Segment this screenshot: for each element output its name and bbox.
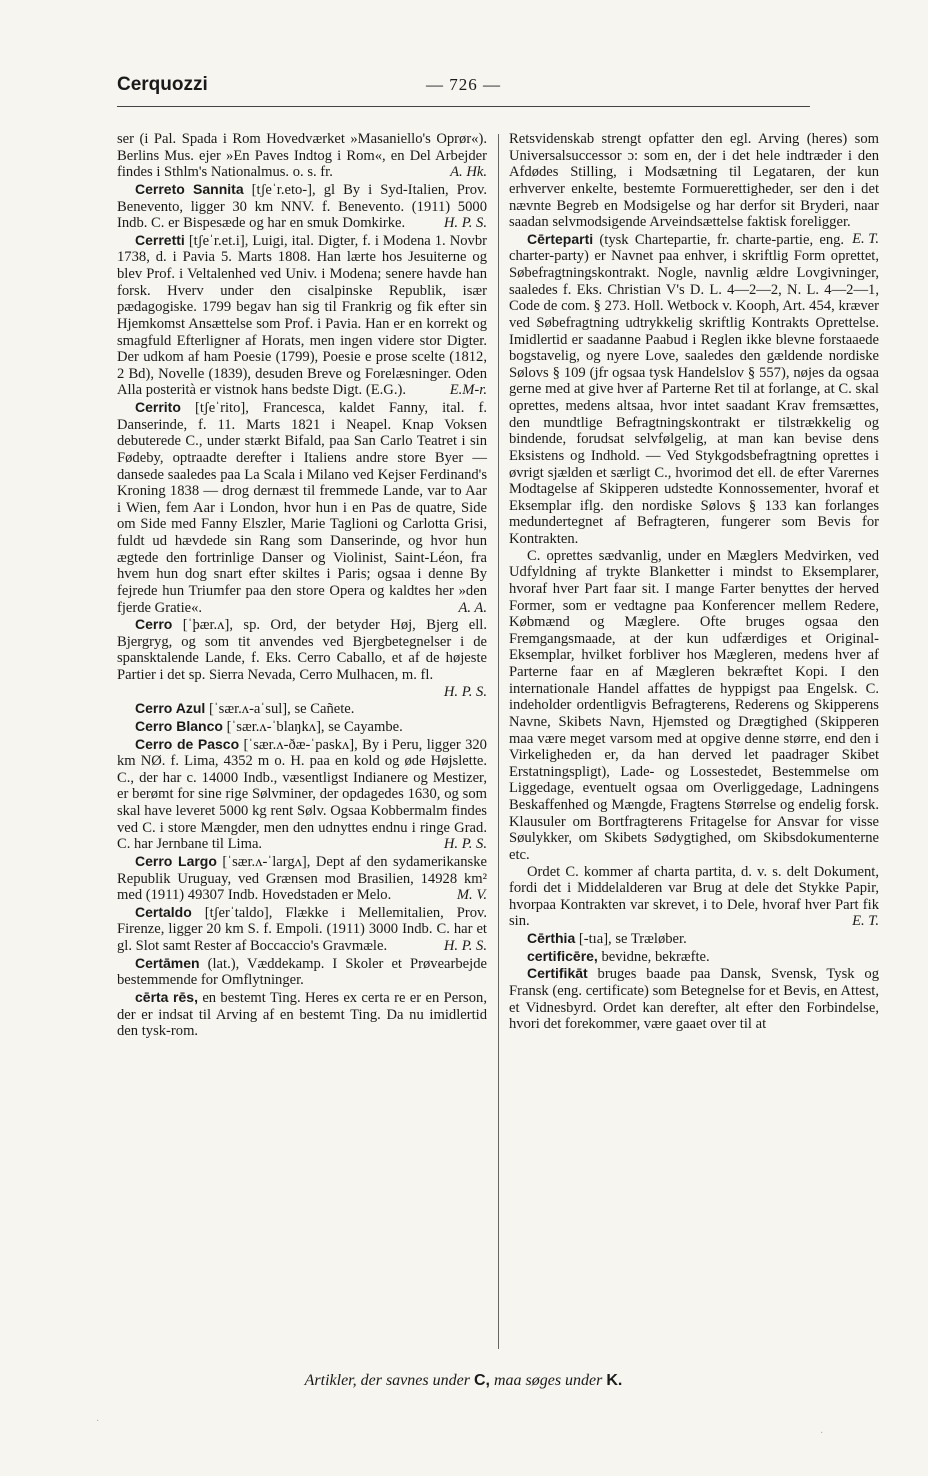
entry-text: Ordet C. kommer af charta partita, d. v. s. delt Dokument, fordi det i Middelalderen var Brug at dele det Stykke Papir, hvorpaa Kontrakten var skrevet, i to Dele, hvoraf hver Part fik sin. — [509, 863, 879, 930]
dictionary-entry — [117, 989, 487, 1040]
entry-text: [tʃeˈr.et.i], Luigi, ital. Digter, f. i Modena 1. Novbr 1738, d. i Pavia 5. Marts 1808. Han lærte hos Jesuiterne og blev Prof. i Veltalenhed ved Univ. i Modena; senere havde han forsk. Hverv under den cisalpinske Republik, især pædagogiske. 1799 begav han sig til Frankrig og fik efter sin Hjemkomst Ansættelse som Prof. i Pavia. Han er en korrekt og smagfuld Efterligner af Horats, men ingen videre stor Digter. Der udkom af ham Poesie (1799), Poesie e prose scelte (1812, 2 Bd), Novelle (1839), desuden Breve og Forelæsninger. Oden Alla posterità er vistnok hans bedste Digt. (E.G.). — [117, 232, 487, 399]
page-header — [117, 74, 810, 102]
column-divider — [498, 134, 499, 1349]
entry-text: [tʃeˈr.eto-], gl By i Syd-Italien, Prov. Benevento, ligger 30 km NNV. f. Benevento. (1911) 5000 Indb. C. er Bispesæde og har en smuk Domkirke. — [117, 181, 487, 232]
dictionary-entry — [509, 930, 879, 948]
entry-headword: certificēre, — [527, 947, 598, 964]
entry-text: bruges baade paa Dansk, Svensk, Tysk og Fransk (eng. certificate) som Betegnelse for et Bevis, en Attest, et Vidnesbyrd. Ordet kan derefter, alt efter den Forbindelse, hvori det forekommer, være gaaet over til at — [509, 966, 879, 1033]
page-footer — [117, 1372, 810, 1390]
entry-headword: Cērteparti — [527, 230, 594, 247]
entry-headword: Certāmen — [135, 954, 200, 971]
entry-headword: Certifikāt — [527, 965, 588, 982]
footer-text-middle: maa søges under — [493, 1372, 603, 1389]
footer-letter-c: C, — [473, 1372, 490, 1389]
entry-text: [ˈsær.ʌ-ˈlargʌ], Dept af den sydamerikanske Republik Uruguay, ved Grænsen mod Brasilien, 14928 km² med (1911) 49307 Indb. Hovedstaden er Melo. — [117, 853, 487, 904]
entry-text: ser (i Pal. Spada i Rom Hovedværket »Masaniello's Oprør«). Berlins Mus. ejer »En Paves Indtog i Rom«, en Del Arbejder findes i Sthlm's Nationalmus. o. s. fr. — [117, 131, 487, 181]
entry-text: Retsvidenskab strengt opfatter den egl. Arving (heres) som Universalsuccessor ɔ: som en, der i det hele indtræder i den Afdødes Stilling, i Modsætning til Legataren, der kun erhverver enkelte, bestemte Formuerettigheder, ser den i det nævnte Begreb en Modsigelse og har derfor sit Bryderi, naar saadan selvmodsigende Arveindsættelse faktisk foreligger. — [509, 131, 879, 231]
dictionary-entry — [509, 965, 879, 1033]
entry-text: [ˈsær.ʌ-ˈblaŋkʌ], se Cayambe. — [226, 718, 403, 735]
entry-signature: H. P. S. — [443, 683, 487, 700]
entry-text: [tʃerˈtaldo], Flække i Mellemitalien, Prov. Firenze, ligger 20 km S. f. Empoli. (1911) 3000 Indb. C. har et gl. Slot samt Rester af Boccaccio's Gravmæle. — [117, 904, 487, 954]
dictionary-entry — [117, 616, 487, 684]
entry-headword: Cerreto Sannita — [135, 180, 244, 197]
footer-text-before: Artikler, der savnes under — [304, 1372, 470, 1389]
entry-headword: cērta rēs, — [135, 988, 198, 1005]
scan-mark: · — [96, 1416, 100, 1427]
entry-signature: H. P. S. — [443, 938, 487, 954]
running-head: Cerquozzi — [117, 74, 208, 95]
dictionary-entry — [509, 948, 879, 966]
entry-headword: Certaldo — [135, 903, 192, 920]
entry-text: [-tıa], se Træløber. — [578, 931, 687, 947]
dictionary-entry — [509, 231, 879, 548]
dictionary-entry — [117, 955, 487, 989]
dictionary-entry — [117, 399, 487, 616]
entry-signature: E.M-r. — [449, 382, 487, 399]
entry-headword: Cerro Blanco — [135, 717, 223, 734]
entry-text: [ˈsær.ʌ-aˈsul], se Cañete. — [208, 701, 355, 718]
entry-headword: Cerro — [135, 616, 173, 633]
entry-headword: Cerro de Pasco — [135, 735, 240, 752]
entry-signature: A. A. — [458, 599, 487, 616]
entry-headword: Cērthia — [527, 930, 576, 946]
header-rule — [117, 106, 810, 107]
entry-text: (tysk Chartepartie, fr. charte-partie, eng. charter-party) er Navnet paa enhver, i skriftlig Form oprettet, Søbefragtningskontrakt. Nogle, navnlig ældre Lovgivninger, saaledes f. Eks. Christian V's D. L. 4—2—2, N. L. 4—2—1, Code de com. § 273. Holl. Wetbock v. Kooph, Art. 454, kræver ved Søbefragtning udtrykkelig skriftlig Kontrakts Oprettelse. Imidlertid er saadanne Paabud i Reglen ikke blevne forstaaede bogstavelig, og nyere Love, saaledes den gældende nordiske Sølovs § 109 (jfr ogsaa tysk Handelslov § 557), nøjes da ogsaa gerne med at give hver af Parterne Ret til at forlange, at C. skal oprettes, medens altsaa, hvor intet saadant Krav fremsættes, den mundtlige Befragtningskontrakt er tilstrækkelig og bindende, forudsat selvfølgelig, at man kan bevise dens Eksistens og Indhold. — Ved Stykgodsbefragtning oprettes i øvrigt sjælden et særligt C., hvorimod det ell. de efter Varernes Modtagelse af Skipperen udstedte Konnossementer, hvoraf et Eksemplar iflg. den nordiske Sølovs § 133 kan forlanges medundertegnet af Befragteren, fungerer som Bevis for Kontrakten. — [509, 231, 879, 547]
dictionary-entry — [117, 904, 487, 955]
entry-text: [ˈþær.ʌ], sp. Ord, der betyder Høj, Bjerg ell. Bjergryg, og som tit anvendes ved Bjergbetegnelser i de spansktalende Lande, f. Eks. Cerro Caballo, et af de højeste Partier i det sp. Sierra Nevada, Cerro Mulhacen, m. fl. — [117, 617, 487, 683]
entry-signature: E. T. — [852, 913, 879, 930]
dictionary-entry — [117, 736, 487, 853]
entry-text: bevidne, bekræfte. — [601, 948, 710, 965]
entry-text: [tʃeˈrito], Francesca, kaldet Fanny, ital. f. Danserinde, f. 11. Marts 1821 i Neapel. Knap Voksen debuterede C., under stærkt Bifald, paa San Carlo Teatret i sin Fødeby, optraadte derefter i Italiens andre store Byer — dansede saaledes paa La Scala i Milano ved Kejser Ferdinand's Kroning 1838 — drog dernæst til fremmede Lande, var to Aar i Wien, fem Aar i London, hvor hun i en Pas de quatre, Side om Side med Fanny Elszler, Marie Taglioni og Carlotta Grisi, fuldt ud hævdede sin Rang som Danserinde, og hvor hun ægtede den fortrinlige Danser og Violinist, Saint-Léon, fra hvem hun dog snart efter skiltes i Paris; ogsaa i denne By fejrede hun Triumfer paa den store Opera og kaldtes her »den fjerde Gratie«. — [117, 400, 487, 616]
dictionary-entry — [117, 700, 487, 718]
dictionary-entry — [117, 131, 487, 181]
entry-text: (lat.), Væddekamp. I Skoler et Prøvearbejde bestemmende for Omflytninger. — [117, 955, 487, 989]
entry-text: [ˈsær.ʌ-ðæ-ˈpaskʌ], By i Peru, ligger 320 km NØ. f. Lima, 4352 m o. H. paa en kold og øde Højslette. C., der har c. 14000 Indb., væsentligst Indianere og Mestizer, er berømt for sine rige Sølvminer, der opdagedes 1630, og som skal have leveret 5000 kg rent Sølv. Ogsaa Kobbermalm findes ved C. i store Mængder, men den udnyttes endnu i ringe Grad. C. har Jernbane til Lima. — [117, 736, 487, 853]
entry-headword: Cerrito — [135, 399, 181, 415]
page-number: — 726 — — [426, 75, 501, 94]
dictionary-entry — [117, 232, 487, 399]
entry-headword: Cerretti — [135, 231, 185, 248]
entry-text: en bestemt Ting. Heres ex certa re er en Person, der er indsat til Arving af en bestemt Ting. Da nu imidlertid den tysk-rom. — [117, 989, 487, 1040]
entry-signature: H. P. S. — [443, 215, 487, 232]
dictionary-entry — [509, 864, 879, 931]
entry-text: C. oprettes sædvanlig, under en Mæglers Medvirken, ved Udfyldning af trykte Blanketter i mindst to Eksemplarer, hvoraf hver Part faar sit. I mange Farter benyttes der herved Former, som er vedtagne paa Konferencer mellem Redere, Købmænd og Mæglere. Ofte bruges ogsaa den Fremgangsmaade, at der kun udfærdiges et Original-Eksemplar, hvilket forbliver hos Mægleren, medens hver af Parterne faar en af Mægleren bekræftet Kopi. I den internationale Handel affattes de hyppigst paa Engelsk. C. indeholder ordentligvis Befragterens, Rederens og Skipperens Navne, Skibets Navn, Hjemsted og Drægtighed (Skipperen maa være meget varsom med at opgive denne større, end den i Virkeligheden er, da han derved let paadrager Skibet Erstatningspligt), Lade- og Lossestedet, Bestemmelse om Liggedage, eventuelt ogsaa om Overliggedage, Ladningens Beskaffenhed og Mængde, Fragtens Størrelse og endelig forsk. Klausuler om Bortfragterens Fritagelse for Ansvar for visse Søulykker, om Skibets Sødygtighed, om Skibsdokumenterne etc. — [509, 547, 879, 863]
entry-headword: Cerro Largo — [135, 852, 217, 869]
dictionary-entry — [117, 718, 487, 736]
entry-signature: A. Hk. — [450, 164, 487, 181]
footer-letter-k: K. — [606, 1372, 623, 1389]
entry-signature: H. P. S. — [443, 836, 487, 853]
dictionary-entry — [117, 181, 487, 232]
dictionary-entry — [509, 548, 879, 864]
left-column — [117, 131, 487, 1040]
entry-signature: E. T. — [852, 230, 879, 247]
dictionary-entry — [117, 853, 487, 904]
scan-mark: · — [820, 1428, 824, 1439]
entry-signature: M. V. — [456, 887, 487, 904]
right-column — [509, 131, 879, 1033]
entry-headword: Cerro Azul — [135, 700, 206, 717]
